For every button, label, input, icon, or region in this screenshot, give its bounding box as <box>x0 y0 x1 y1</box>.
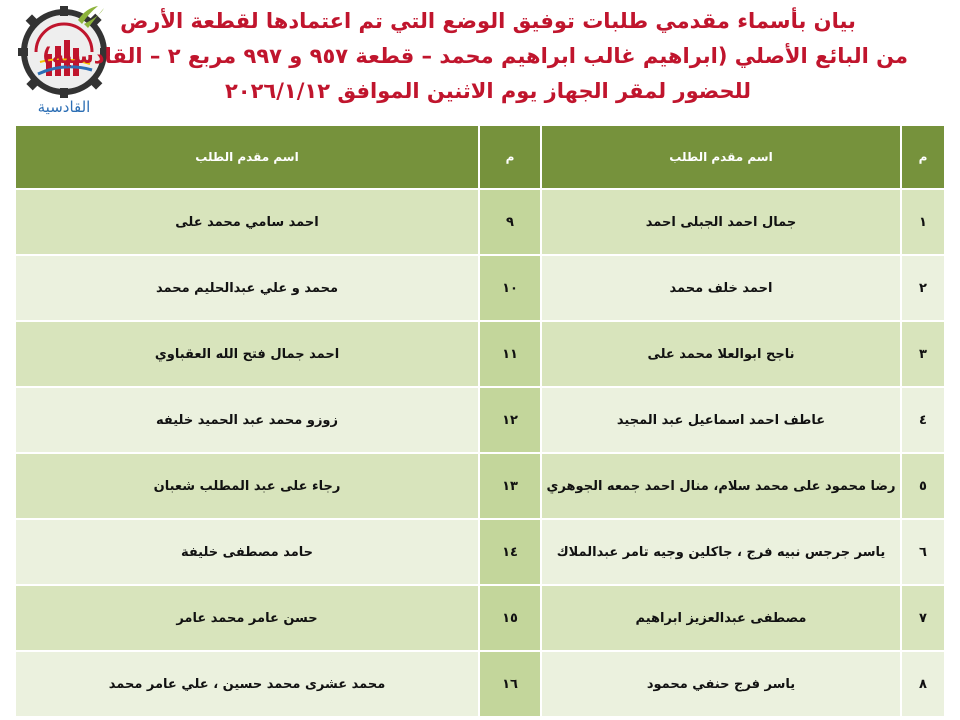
applicant-name-left: رجاء على عبد المطلب شعبان <box>15 453 479 519</box>
row-number-left: ١٥ <box>479 585 541 651</box>
applicant-name-right: جمال احمد الجبلى احمد <box>541 189 901 255</box>
applicant-name-right: ياسر جرجس نبيه فرج ، جاكلين وجيه تامر عبدالملاك <box>541 519 901 585</box>
table-body <box>15 189 945 717</box>
row-number-left: ١٣ <box>479 453 541 519</box>
table-row <box>15 321 945 387</box>
applicant-name-right: مصطفى عبدالعزيز ابراهيم <box>541 585 901 651</box>
row-number-right: ٤ <box>901 387 945 453</box>
row-number-left: ١٦ <box>479 651 541 717</box>
applicant-name-left: زوزو محمد عبد الحميد خليفه <box>15 387 479 453</box>
table-row <box>15 387 945 453</box>
applicant-name-right: احمد خلف محمد <box>541 255 901 321</box>
title-line-2: من البائع الأصلي (ابراهيم غالب ابراهيم محمد – قطعة ٩٥٧ و ٩٩٧ مربع ٢ – القادسية) <box>42 44 908 68</box>
applicant-name-left: احمد جمال فتح الله العقباوي <box>15 321 479 387</box>
applicant-name-right: رضا محمود على محمد سلام، منال احمد جمعه الجوهري <box>541 453 901 519</box>
header-num-1: م <box>901 125 945 189</box>
table-row <box>15 519 945 585</box>
table-row <box>15 255 945 321</box>
applicant-name-left: حامد مصطفى خليفة <box>15 519 479 585</box>
applicant-name-right: عاطف احمد اسماعيل عبد المجيد <box>541 387 901 453</box>
applicant-name-left: محمد و علي عبدالحليم محمد <box>15 255 479 321</box>
row-number-right: ٥ <box>901 453 945 519</box>
applicants-table <box>14 124 946 718</box>
logo-caption: القادسية <box>37 98 91 116</box>
table-header-row <box>15 125 945 189</box>
row-number-left: ١١ <box>479 321 541 387</box>
header-num-2: م <box>479 125 541 189</box>
header-name-1: اسم مقدم الطلب <box>541 125 901 189</box>
row-number-left: ١٢ <box>479 387 541 453</box>
applicant-name-left: حسن عامر محمد عامر <box>15 585 479 651</box>
row-number-left: ١٤ <box>479 519 541 585</box>
row-number-left: ٩ <box>479 189 541 255</box>
table-row <box>15 189 945 255</box>
table-row <box>15 651 945 717</box>
row-number-left: ١٠ <box>479 255 541 321</box>
title-line-1: بيان بأسماء مقدمي طلبات توفيق الوضع التي تم اعتمادها لقطعة الأرض <box>120 9 856 33</box>
table-row <box>15 585 945 651</box>
page-header <box>0 0 960 120</box>
row-number-right: ٧ <box>901 585 945 651</box>
applicant-name-right: ياسر فرج حنفي محمود <box>541 651 901 717</box>
header-name-2: اسم مقدم الطلب <box>15 125 479 189</box>
row-number-right: ٢ <box>901 255 945 321</box>
applicant-name-left: احمد سامي محمد على <box>15 189 479 255</box>
page-title <box>42 4 908 109</box>
applicant-name-left: محمد عشرى محمد حسين ، علي عامر محمد <box>15 651 479 717</box>
row-number-right: ٣ <box>901 321 945 387</box>
row-number-right: ٦ <box>901 519 945 585</box>
title-line-3: للحضور لمقر الجهاز يوم الاثنين الموافق ٢٠٢٦/١/١٢ <box>224 79 752 103</box>
row-number-right: ١ <box>901 189 945 255</box>
table-row <box>15 453 945 519</box>
row-number-right: ٨ <box>901 651 945 717</box>
applicant-name-right: ناجح ابوالعلا محمد على <box>541 321 901 387</box>
